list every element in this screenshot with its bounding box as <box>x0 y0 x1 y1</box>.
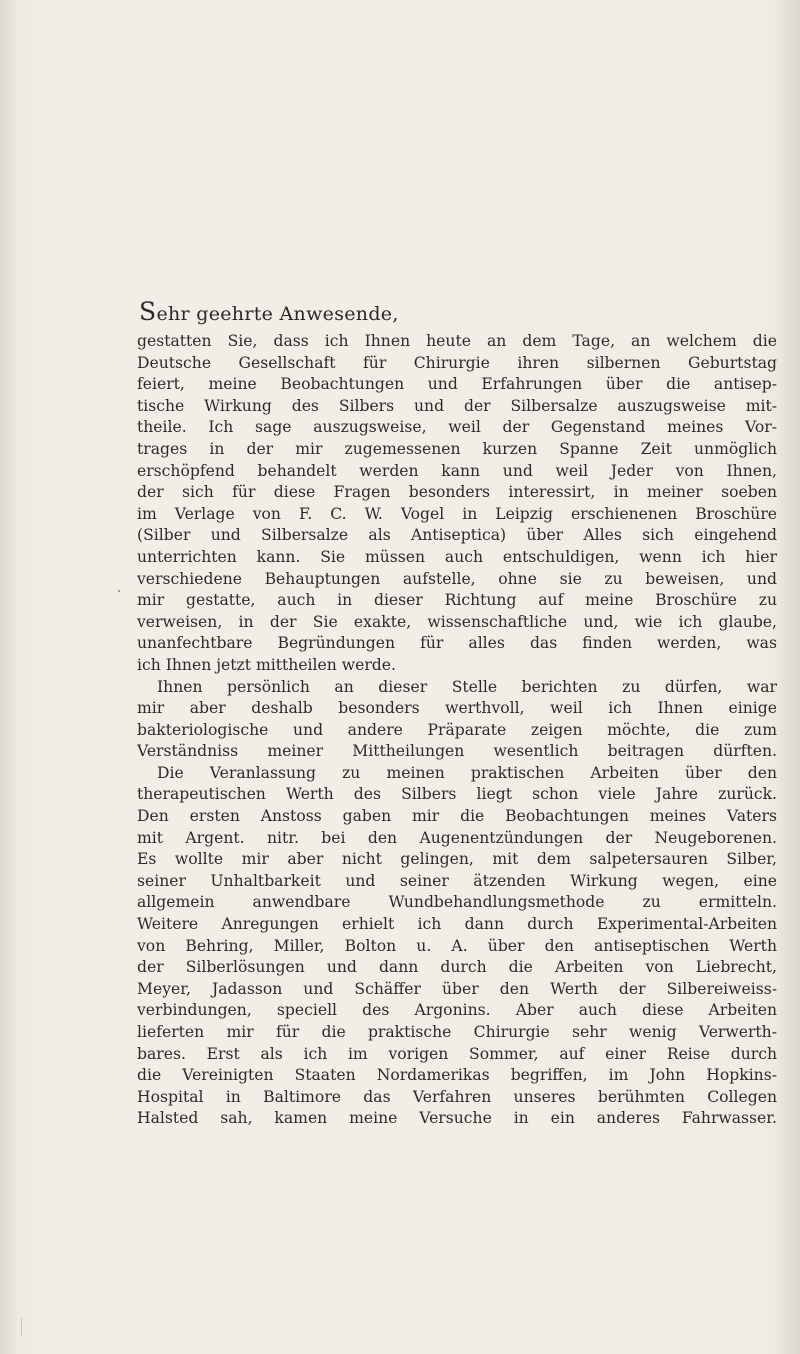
salutation-heading <box>139 297 399 326</box>
body-text <box>137 331 777 1130</box>
text-line: mit Argent. nitr. bei den Augenentzündungen der Neugeborenen. <box>137 828 777 847</box>
text-line: die Vereinigten Staaten Nordamerikas begriffen, im John Hopkins- <box>137 1066 777 1085</box>
text-line: feiert, meine Beobachtungen und Erfahrungen über die antisep- <box>137 375 777 394</box>
text-line: der sich für diese Fragen besonders interessirt, in meiner soeben <box>137 483 777 502</box>
text-line: Ihnen persönlich an dieser Stelle berichten zu dürfen, war <box>157 677 777 696</box>
text-line: Deutsche Gesellschaft für Chirurgie ihren silbernen Geburtstag <box>137 353 777 372</box>
text-line: trages in der mir zugemessenen kurzen Spanne Zeit unmöglich <box>137 439 777 458</box>
text-line: allgemein anwendbare Wundbehandlungsmethode zu ermitteln. <box>137 893 777 912</box>
text-line: Hospital in Baltimore das Verfahren unseres berühmten Collegen <box>137 1087 777 1106</box>
text-line: (Silber und Silbersalze als Antiseptica) über Alles sich eingehend <box>137 526 777 545</box>
text-line: mir gestatte, auch in dieser Richtung auf meine Broschüre zu <box>137 591 777 610</box>
paper-mark <box>21 1318 22 1336</box>
text-line: erschöpfend behandelt werden kann und weil Jeder von Ihnen, <box>137 461 777 480</box>
text-line: mir aber deshalb besonders werthvoll, weil ich Ihnen einige <box>137 699 777 718</box>
text-line: unanfechtbare Begründungen für alles das finden werden, was <box>137 634 777 653</box>
text-line: lieferten mir für die praktische Chirurgie sehr wenig Verwerth- <box>137 1023 777 1041</box>
text-line: ich Ihnen jetzt mittheilen werde. <box>137 655 396 674</box>
text-line: verweisen, in der Sie exakte, wissenschaftliche und, wie ich glaube, <box>137 612 777 631</box>
text-line: tische Wirkung des Silbers und der Silbersalze auszugsweise mit- <box>137 396 777 415</box>
text-line: Weitere Anregungen erhielt ich dann durch Experimental-Arbeiten <box>137 915 777 934</box>
salutation-initial: S <box>139 297 157 326</box>
page-left-shadow <box>0 0 18 1354</box>
text-line: Den ersten Anstoss gaben mir die Beobachtungen meines Vaters <box>137 807 777 826</box>
text-line: bares. Erst als ich im vorigen Sommer, auf einer Reise durch <box>137 1044 777 1063</box>
text-line: Verständniss meiner Mittheilungen wesentlich beitragen dürften. <box>137 742 777 761</box>
paper-speck <box>118 590 120 592</box>
text-line: unterrichten kann. Sie müssen auch entschuldigen, wenn ich hier <box>137 547 777 566</box>
text-line: im Verlage von F. C. W. Vogel in Leipzig erschienenen Broschüre <box>137 504 777 523</box>
text-line: therapeutischen Werth des Silbers liegt schon viele Jahre zurück. <box>137 785 777 804</box>
text-line: theile. Ich sage auszugsweise, weil der Gegenstand meines Vor- <box>137 418 777 437</box>
salutation-text: ehr geehrte Anwesende, <box>156 303 399 325</box>
text-line: Die Veranlassung zu meinen praktischen Arbeiten über den <box>157 763 777 782</box>
page-right-shadow <box>778 0 800 1354</box>
text-line: verbindungen, speciell des Argonins. Aber auch diese Arbeiten <box>137 1001 777 1020</box>
text-line: seiner Unhaltbarkeit und seiner ätzenden Wirkung wegen, eine <box>137 871 777 890</box>
text-line: Meyer, Jadasson und Schäffer über den Werth der Silbereiweiss- <box>137 979 777 998</box>
text-line: Halsted sah, kamen meine Versuche in ein anderes Fahrwasser. <box>137 1109 777 1128</box>
text-line: von Behring, Miller, Bolton u. A. über den antiseptischen Werth <box>137 936 777 955</box>
text-line: der Silberlösungen und dann durch die Arbeiten von Liebrecht, <box>137 958 777 977</box>
text-line: Es wollte mir aber nicht gelingen, mit dem salpetersauren Silber, <box>137 850 777 869</box>
text-line: verschiedene Behauptungen aufstelle, ohne sie zu beweisen, und <box>137 569 777 588</box>
text-line: bakteriologische und andere Präparate zeigen möchte, die zum <box>137 720 777 739</box>
text-line: gestatten Sie, dass ich Ihnen heute an dem Tage, an welchem die <box>137 332 777 350</box>
